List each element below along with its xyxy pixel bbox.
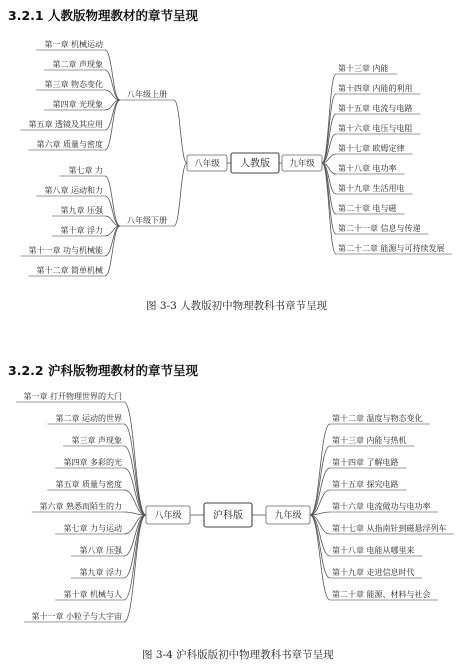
left-chapter-connector [124, 515, 146, 622]
lower-chapter-connector [105, 226, 120, 276]
renjiao-mindmap [0, 0, 460, 300]
right-chapter-8: 第二十章 电与磁 [338, 204, 397, 213]
left-chapter-connector [124, 515, 146, 556]
right-chapter-connector [310, 446, 330, 515]
left-chapter-9: 第九章 浮力 [79, 568, 122, 577]
upper-chapter-1: 第一章 机械运动 [44, 40, 103, 49]
section2-caption: 图 3-4 沪科版版初中物理教科书章节呈现 [142, 649, 334, 661]
right-chapter-9: 第二十章 能源、材料与社会 [332, 590, 431, 599]
right-chapter-6: 第十七章 从指南针到磁悬浮列车 [332, 524, 447, 533]
right-chapter-connector [310, 515, 330, 600]
lower-chapter-6: 第十二章 简单机械 [36, 266, 103, 275]
upper-chapter-4: 第四章 光现象 [52, 100, 103, 109]
right-chapter-7: 第十八章 电能从哪里来 [332, 546, 415, 555]
lower-chapter-1: 第七章 力 [68, 166, 103, 175]
left-grade: 八年级 [194, 159, 220, 170]
right-chapter-1: 第十二章 温度与物态变化 [332, 414, 423, 423]
right-grade: 九年级 [289, 159, 315, 170]
right-chapter-4: 第十五章 探究电路 [332, 480, 399, 489]
lower-chapter-5: 第十一章 功与机械能 [28, 246, 103, 255]
upper-chapter-connector [105, 50, 120, 100]
right-chapter-3: 第十五章 电流与电路 [338, 104, 413, 113]
left-chapter-8: 第八章 压强 [79, 546, 122, 555]
lower-chapter-connector [105, 176, 120, 226]
right-chapter-connector [310, 468, 330, 515]
right-chapter-6: 第十八章 电功率 [338, 164, 397, 173]
upper-volume-label: 八年级上册 [127, 90, 167, 99]
left-chapter-connector [124, 402, 146, 515]
upper-chapter-5: 第五章 透镜及其应用 [28, 120, 103, 129]
right-chapter-2: 第十四章 内能的利用 [338, 84, 413, 93]
right-grade: 九年级 [274, 511, 302, 522]
right-chapter-5: 第十六章 电流做功与电功率 [332, 502, 431, 511]
section1-caption: 图 3-3 人教版初中物理教科书章节呈现 [146, 300, 328, 312]
right-chapter-5: 第十七章 欧姆定律 [338, 144, 405, 153]
left-chapter-6: 第六章 熟悉而陌生的力 [39, 502, 122, 511]
right-chapter-7: 第十九章 生活用电 [338, 184, 405, 193]
right-chapter-connector [322, 94, 336, 163]
left-chapter-connector [124, 515, 146, 600]
upper-chapter-6: 第六章 质量与密度 [36, 140, 103, 149]
left-chapter-1: 第一章 打开物理世界的大门 [23, 392, 122, 401]
lower-chapter-3: 第九章 压强 [60, 206, 103, 215]
left-grade-to-upper-line [174, 100, 187, 163]
left-chapter-7: 第七章 力与运动 [63, 524, 122, 533]
upper-chapter-2: 第二章 声现象 [52, 60, 103, 69]
upper-chapter-3: 第三章 物态变化 [44, 80, 103, 89]
left-grade-to-lower-line [174, 163, 187, 226]
right-chapter-2: 第十三章 内能与热机 [332, 436, 407, 445]
lower-volume-label: 八年级下册 [127, 216, 167, 225]
right-chapter-3: 第十四章 了解电路 [332, 458, 399, 467]
lower-chapter-2: 第八章 运动和力 [44, 186, 103, 195]
left-chapter-5: 第五章 质量与密度 [55, 480, 122, 489]
left-grade: 八年级 [154, 511, 182, 522]
left-chapter-2: 第二章 运动的世界 [55, 414, 122, 423]
center-node: 人教版 [240, 158, 270, 170]
left-chapter-11: 第十一章 小粒子与大宇宙 [31, 612, 122, 621]
lower-chapter-4: 第十章 浮力 [60, 226, 103, 235]
section1-heading: 3.2.1 人教版物理教材的章节呈现 [8, 8, 198, 23]
left-chapter-connector [124, 468, 146, 515]
right-chapter-connector [310, 515, 330, 556]
right-chapter-1: 第十三章 内能 [338, 64, 389, 73]
left-chapter-3: 第三章 声现象 [71, 436, 122, 445]
center-node: 沪科版 [213, 510, 243, 522]
left-chapter-4: 第四章 多彩的光 [63, 458, 122, 467]
hujiao-mindmap [0, 380, 460, 640]
right-chapter-10: 第二十二章 能源与可持续发展 [338, 244, 445, 253]
right-chapter-4: 第十六章 电压与电阻 [338, 124, 413, 133]
upper-chapter-connector [105, 100, 120, 150]
right-chapter-9: 第二十一章 信息与传递 [338, 224, 421, 233]
right-chapter-connector [322, 163, 336, 254]
right-chapter-8: 第十九章 走进信息时代 [332, 568, 415, 577]
section2-heading: 3.2.2 沪科版物理教材的章节呈现 [8, 363, 198, 378]
left-chapter-10: 第十章 机械与人 [63, 590, 122, 599]
